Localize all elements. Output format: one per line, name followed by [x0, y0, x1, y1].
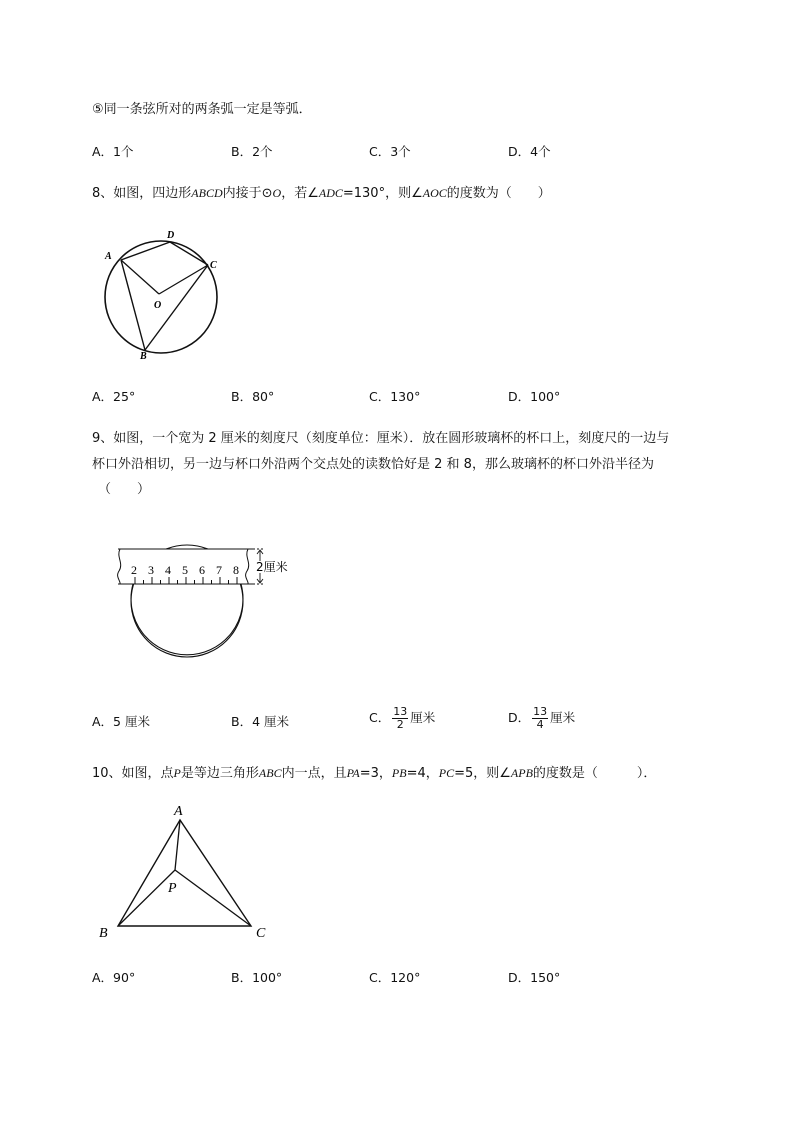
q9-stem-line2: 杯口外沿相切，另一边与杯口外沿两个交点处的读数恰好是 2 和 8，那么玻璃杯的杯口外沿半径为: [92, 457, 654, 472]
q9-option-c: [369, 706, 435, 731]
q10-option-a: A．90°: [92, 970, 136, 985]
q10-text-mid5: =5，则∠: [454, 766, 511, 781]
q10-text-mid1: 是等边三角形: [180, 766, 259, 781]
q10-label-p: P: [168, 881, 177, 896]
q10-pa: PA: [346, 766, 360, 780]
q10-stem: [92, 765, 656, 782]
q9-option-d-fraction: [532, 706, 548, 731]
q10-text-mid3: =3，: [359, 766, 392, 781]
q10-option-b: B．100°: [231, 970, 283, 985]
q8-option-a: A．25°: [92, 389, 136, 404]
q10-option-c: C．120°: [369, 970, 421, 985]
q9-option-d-numerator: 13: [533, 705, 548, 718]
q8-label-o: O: [154, 300, 162, 311]
q9-stem-line3: （ ）: [98, 482, 151, 497]
q10-triangle-figure: [95, 800, 275, 945]
q8-o: O: [272, 186, 282, 200]
q9-option-d-denominator: 4: [536, 718, 544, 731]
q8-text-mid1: 内接于⊙: [222, 186, 273, 201]
q9-option-c-denominator: 2: [396, 718, 404, 731]
q8-stem: [92, 185, 551, 202]
q8-adc: ADC: [318, 186, 343, 200]
q10-option-d: D．150°: [508, 970, 561, 985]
q10-label-b: B: [99, 926, 108, 941]
q10-apb: APB: [510, 766, 533, 780]
q8-label-d: D: [167, 230, 175, 241]
q7-option-c: C．3个: [369, 144, 411, 159]
q7-statement-5: ⑤同一条弦所对的两条弧一定是等弧．: [92, 102, 312, 117]
q10-label-c: C: [256, 926, 266, 941]
q7-option-d: D．4个: [508, 144, 551, 159]
q9-tick-3: 3: [148, 563, 154, 577]
q9-tick-6: 6: [199, 563, 205, 577]
q10-pb: PB: [391, 766, 407, 780]
q8-circle-figure: [98, 228, 228, 363]
q9-tick-8: 8: [233, 563, 239, 577]
q8-aoc: AOC: [422, 186, 447, 200]
q8-option-b: B．80°: [231, 389, 275, 404]
q9-tick-4: 4: [165, 563, 171, 577]
q9-option-c-prefix: C．: [369, 710, 391, 725]
q8-text-mid2: ，若∠: [281, 186, 319, 201]
q10-text-mid2: 内一点，且: [281, 766, 347, 781]
q8-option-c: C．130°: [369, 389, 421, 404]
q8-option-d: D．100°: [508, 389, 561, 404]
q9-width-label: 2厘米: [256, 560, 288, 574]
q9-tick-5: 5: [182, 563, 188, 577]
q10-text-suffix: 的度数是（ ）．: [532, 766, 657, 781]
q10-abc: ABC: [258, 766, 282, 780]
q9-tick-7: 7: [216, 563, 222, 577]
q7-option-b: B．2个: [231, 144, 273, 159]
q8-text-mid3: =130°，则∠: [342, 186, 423, 201]
q10-label-a: A: [174, 804, 183, 819]
q9-stem-line1: 9、如图，一个宽为 2 厘米的刻度尺（刻度单位：厘米）．放在圆形玻璃杯的杯口上，刻度尺的一边与: [92, 431, 670, 446]
q8-label-b: B: [140, 351, 147, 362]
q9-option-c-unit: 厘米: [410, 710, 436, 725]
q8-text-suffix: 的度数为（ ）: [446, 186, 551, 201]
q8-label-c: C: [210, 260, 217, 271]
q9-tick-2: 2: [131, 563, 137, 577]
q9-option-d-prefix: D．: [508, 710, 531, 725]
q10-p: P: [173, 766, 181, 780]
q10-pc: PC: [438, 766, 455, 780]
q10-text-prefix: 10、如图，点: [92, 766, 174, 781]
q9-option-c-fraction: [392, 706, 408, 731]
q10-text-mid4: =4，: [406, 766, 439, 781]
q8-text-prefix: 8、如图，四边形: [92, 186, 192, 201]
q8-abcd: ABCD: [191, 186, 223, 200]
q9-option-c-numerator: 13: [393, 705, 408, 718]
q9-option-a: A．5 厘米: [92, 714, 150, 729]
q8-label-a: A: [105, 251, 112, 262]
q7-option-a: A．1个: [92, 144, 134, 159]
q9-option-d: [508, 706, 575, 731]
q9-option-d-unit: 厘米: [550, 710, 576, 725]
q9-option-b: B．4 厘米: [231, 714, 290, 729]
q9-ruler-figure: [112, 543, 292, 663]
